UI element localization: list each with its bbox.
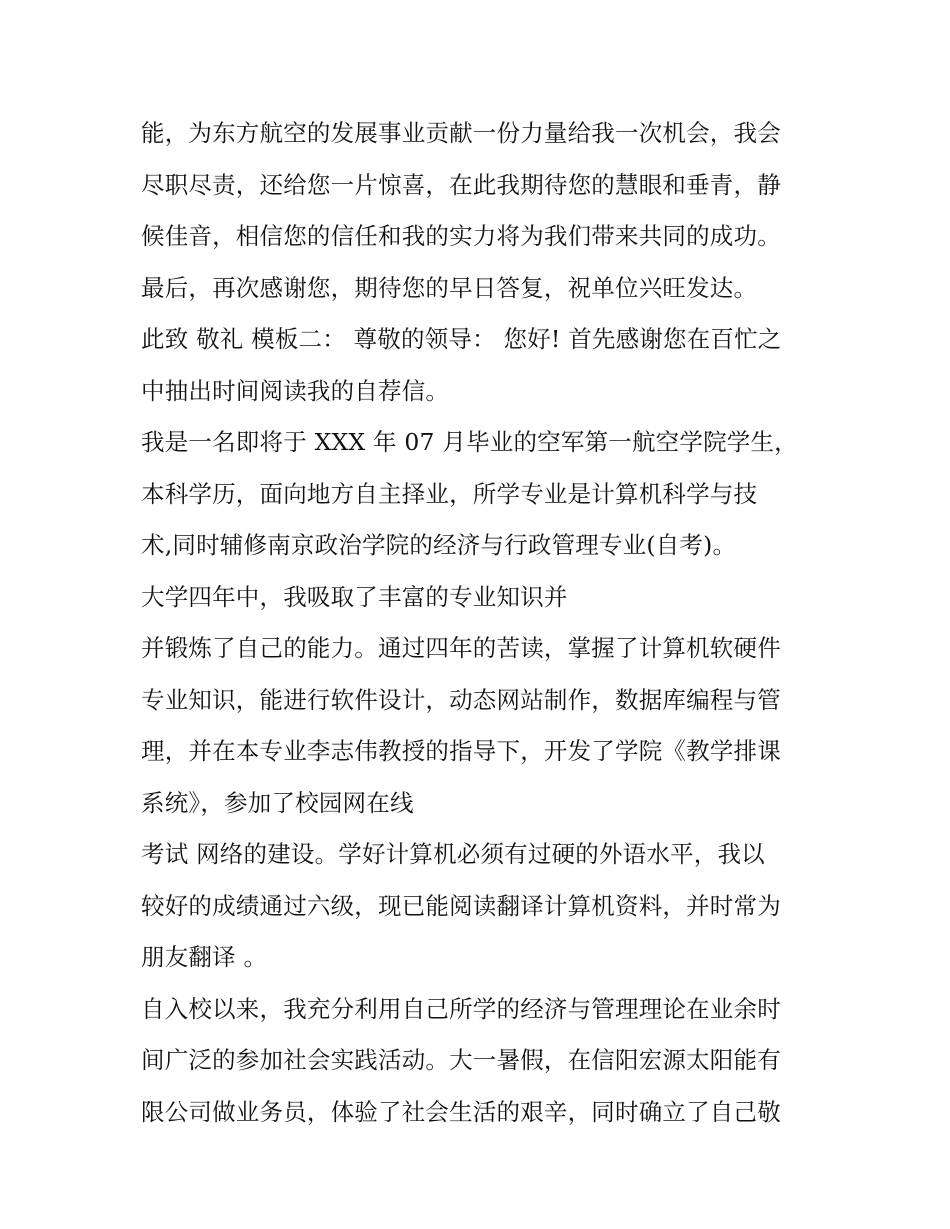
text-line: 能，为东方航空的发展事业贡献一份力量给我一次机会，我会 (141, 119, 781, 147)
text-line: 此致 敬礼 模板二： 尊敬的领导： 您好! 首先感谢您在百忙之 (141, 325, 782, 353)
text-line: 间广泛的参加社会实践活动。大一暑假，在信阳宏源太阳能有 (141, 1046, 781, 1074)
document-body (141, 108, 821, 1138)
text-line: 候佳音，相信您的信任和我的实力将为我们带来共同的成功。 (141, 222, 781, 250)
text-line: 本科学历，面向地方自主择业，所学专业是计算机科学与技 (141, 479, 758, 508)
text-line: 自入校以来，我充分利用自己所学的经济与管理理论在业余时 (141, 994, 781, 1023)
text-line: 专业知识，能进行软件设计，动态网站制作，数据库编程与管 (141, 685, 781, 714)
text-line: 中抽出时间阅读我的自荐信。 (141, 376, 450, 405)
text-line: 最后，再次感谢您，期待您的早日答复，祝单位兴旺发达。 (141, 273, 758, 302)
text-line: 系统》，参加了校园网在线 (141, 788, 414, 817)
text-line: 大学四年中，我吸取了丰富的专业知识并 (141, 582, 568, 611)
text-line: 限公司做业务员，体验了社会生活的艰辛，同时确立了自己敬 (141, 1097, 781, 1126)
text-line: 尽职尽责，还给您一片惊喜，在此我期待您的慧眼和垂青，静 (141, 170, 781, 199)
text-line: 朋友翻译 。 (141, 943, 268, 971)
text-line: 我是一名即将于 XXX 年 07 月毕业的空军第一航空学院学生， (141, 428, 798, 456)
text-line: 术,同时辅修南京政治学院的经济与行政管理专业(自考)。 (141, 531, 737, 559)
text-line: 较好的成绩通过六级，现已能阅读翻译计算机资料，并时常为 (141, 891, 781, 920)
text-line: 考试 网络的建设。学好计算机必须有过硬的外语水平，我以 (141, 840, 765, 868)
text-line: 并锻炼了自己的能力。通过四年的苦读，掌握了计算机软硬件 (141, 634, 781, 662)
text-line: 理，并在本专业李志伟教授的指导下，开发了学院《教学排课 (141, 737, 781, 765)
